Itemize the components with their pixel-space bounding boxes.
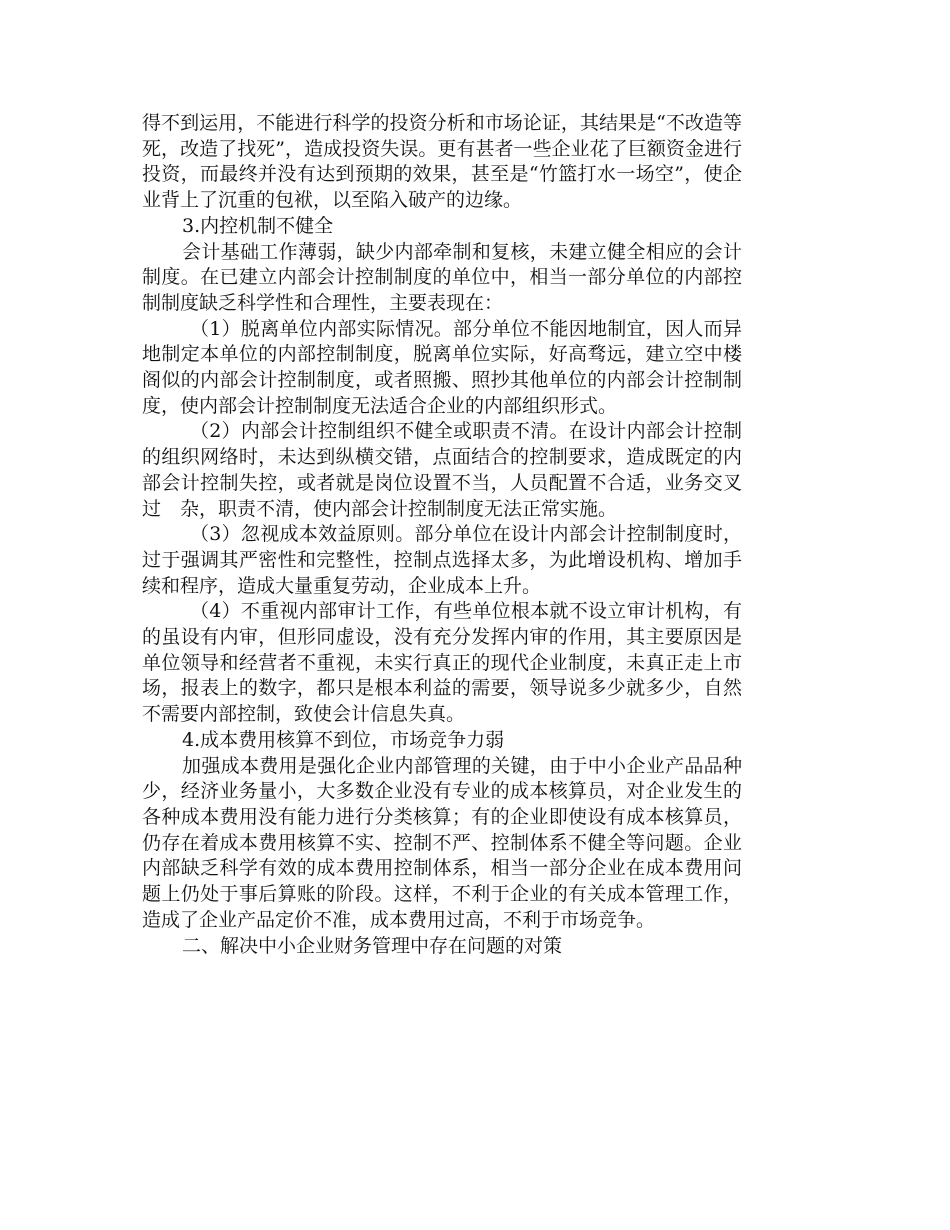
paragraph-cost-control: 加强成本费用是强化企业内部管理的关键，由于中小企业产品品种少，经济业务量小，大多数企业没有专业的成本核算员，对企业发生的各种成本费用没有能力进行分类核算；有的企业即使设有成本核算员，仍存在着成本费用核算不实、控制不严、控制体系不健全等问题。企业内部缺乏科学有效的成本费用控制体系，相当一部分企业在成本费用问题上仍处于事后算账的阶段。这样，不利于企业的有关成本管理工作，造成了企业产品定价不准，成本费用过高，不利于市场竞争。 bbox=[142, 754, 742, 931]
list-item-2: （2）内部会计控制组织不健全或职责不清。在设计内部会计控制的组织网络时，未达到纵横交错，点面结合的控制要求，造成既定的内部会计控制失控，或者就是岗位设置不当，人员配置不合适，业务交叉过 杂，职责不清，使内部会计控制制度无法正常实施。 bbox=[142, 420, 742, 520]
heading-cost-accounting: 4.成本费用核算不到位，市场竞争力弱 bbox=[182, 728, 505, 751]
paragraph-accounting-basics: 会计基础工作薄弱，缺少内部牵制和复核，未建立健全相应的会计制度。在已建立内部会计控制制度的单位中，相当一部分单位的内部控制制度缺乏科学性和合理性，主要表现在： bbox=[142, 240, 742, 314]
heading-solutions: 二、解决中小企业财务管理中存在问题的对策 bbox=[182, 934, 563, 957]
document-page bbox=[142, 111, 742, 959]
list-item-3: （3）忽视成本效益原则。部分单位在设计内部会计控制制度时，过于强调其严密性和完整性，控制点选择太多，为此增设机构、增加手续和程序，造成大量重复劳动，企业成本上升。 bbox=[142, 523, 742, 597]
list-item-1: （1）脱离单位内部实际情况。部分单位不能因地制宜，因人而异地制定本单位的内部控制制度，脱离单位实际，好高骛远，建立空中楼阁似的内部会计控制制度，或者照搬、照抄其他单位的内部会计控制制度，使内部会计控制制度无法适合企业的内部组织形式。 bbox=[142, 317, 742, 417]
list-item-4: （4）不重视内部审计工作，有些单位根本就不设立审计机构，有的虽设有内审，但形同虚设，没有充分发挥内审的作用，其主要原因是单位领导和经营者不重视，未实行真正的现代企业制度，未真正走上市场，报表上的数字，都只是根本利益的需要，领导说多少就多少，自然不需要内部控制，致使会计信息失真。 bbox=[142, 600, 742, 726]
paragraph-investment-failure: 得不到运用，不能进行科学的投资分析和市场论证，其结果是“不改造等死，改造了找死”，造成投资失误。更有甚者一些企业花了巨额资金进行投资，而最终并没有达到预期的效果，甚至是“竹篮打水一场空”，使企业背上了沉重的包袱，以至陷入破产的边缘。 bbox=[142, 112, 742, 212]
heading-internal-control: 3.内控机制不健全 bbox=[182, 214, 334, 237]
